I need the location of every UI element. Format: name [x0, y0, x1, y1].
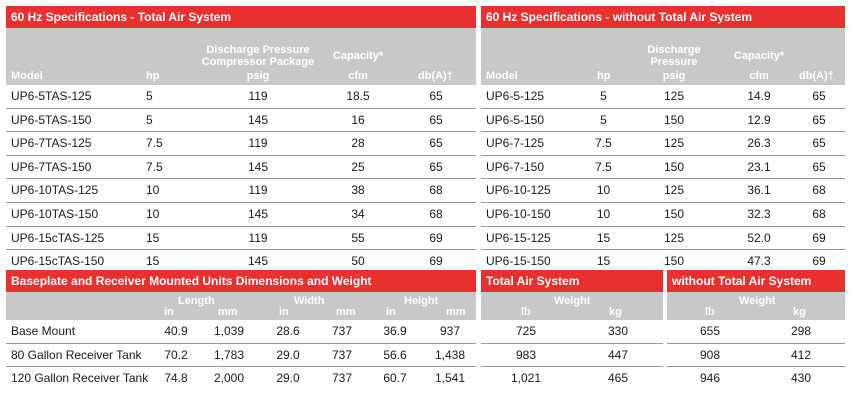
cell-psig: 119	[248, 136, 268, 151]
col-pressure-line1: Discharge Pressure	[206, 44, 310, 56]
cell-height-mm: 1,438	[434, 347, 466, 362]
cell-psig: 125	[663, 230, 685, 245]
col-lb: lb	[705, 306, 715, 318]
table-row	[6, 132, 476, 156]
col-width: Width	[294, 295, 325, 307]
cell-model: UP6-5-125	[486, 89, 545, 103]
cell-model: UP6-7TAS-125	[11, 136, 92, 151]
col-height-in: in	[386, 306, 396, 318]
cell-cfm: 47.3	[747, 254, 771, 269]
cell-label: 120 Gallon Receiver Tank	[11, 371, 149, 386]
cell-cfm: 52.0	[747, 230, 771, 245]
cell-hp: 10	[596, 183, 611, 198]
table-header	[6, 28, 476, 85]
cell-db: 65	[812, 112, 826, 127]
table-row	[667, 344, 845, 368]
col-hp: hp	[597, 70, 611, 82]
col-model: Model	[11, 70, 43, 82]
cell-width-mm: 737	[331, 347, 353, 362]
table-title: Baseplate and Receiver Mounted Units Dimensions and Weight	[6, 270, 476, 292]
table-row	[481, 85, 845, 109]
cell-model: UP6-10-125	[486, 183, 551, 198]
cell-psig: 145	[247, 206, 269, 221]
table-row	[667, 320, 845, 344]
cell-model: UP6-15-150	[486, 254, 551, 269]
cell-model: UP6-10-150	[486, 206, 551, 221]
col-pressure-unit: psig	[662, 70, 686, 82]
cell-width-mm: 737	[331, 324, 353, 338]
cell-hp: 15	[596, 254, 611, 269]
cell-db: 69	[429, 230, 443, 245]
spec-table-without-total-air	[481, 6, 845, 274]
cell-psig: 119	[248, 183, 268, 198]
cell-label: Base Mount	[11, 324, 76, 338]
table-row	[6, 203, 476, 227]
cell-db: 65	[429, 159, 443, 174]
col-length-mm: mm	[218, 306, 238, 318]
cell-cfm: 50	[351, 254, 365, 269]
cell-model: UP6-5TAS-125	[11, 89, 92, 103]
cell-hp: 10	[596, 206, 611, 221]
col-hp: hp	[146, 70, 160, 82]
cell-lb: 908	[699, 347, 721, 362]
cell-length-in: 74.8	[164, 371, 188, 386]
cell-model: UP6-7-150	[486, 159, 545, 174]
table-header	[481, 292, 663, 320]
cell-psig: 125	[663, 89, 685, 103]
table-title: without Total Air System	[667, 270, 845, 292]
cell-cfm: 25	[351, 159, 365, 174]
col-kg: kg	[793, 306, 806, 318]
cell-psig: 150	[663, 206, 685, 221]
cell-model: UP6-7-125	[486, 136, 545, 151]
col-height-mm: mm	[446, 306, 466, 318]
cell-hp: 5	[146, 89, 153, 103]
cell-hp: 7.5	[146, 159, 163, 174]
cell-lb: 655	[699, 324, 721, 338]
cell-psig: 150	[663, 112, 685, 127]
cell-width-in: 29.0	[276, 347, 300, 362]
cell-cfm: 36.1	[747, 183, 771, 198]
weight-table-without-total-air	[667, 270, 845, 391]
cell-psig: 145	[247, 159, 269, 174]
cell-width-mm: 737	[331, 371, 353, 386]
table-title: 60 Hz Specifications - Total Air System	[6, 6, 476, 28]
table-row	[481, 367, 663, 391]
cell-model: UP6-7TAS-150	[11, 159, 92, 174]
cell-db: 65	[812, 159, 826, 174]
col-db: db(A)†	[418, 70, 453, 82]
cell-db: 65	[812, 89, 826, 103]
table-row	[481, 132, 845, 156]
cell-kg: 447	[607, 347, 629, 362]
table-row	[481, 109, 845, 133]
cell-hp: 7.5	[146, 136, 163, 151]
cell-cfm: 18.5	[346, 89, 370, 103]
cell-height-in: 60.7	[383, 371, 407, 386]
table-row	[481, 156, 845, 180]
table-row	[667, 367, 845, 391]
cell-length-mm: 2,000	[213, 371, 245, 386]
cell-cfm: 12.9	[747, 112, 771, 127]
cell-kg: 330	[607, 324, 629, 338]
cell-height-in: 56.6	[383, 347, 407, 362]
cell-psig: 125	[663, 136, 685, 151]
cell-cfm: 32.3	[747, 206, 771, 221]
col-length-in: in	[164, 306, 174, 318]
table-title: 60 Hz Specifications - without Total Air System	[481, 6, 845, 28]
cell-psig: 145	[247, 254, 269, 269]
col-pressure-unit: psig	[246, 70, 270, 82]
cell-cfm: 34	[351, 206, 365, 221]
weight-table-total-air	[481, 270, 663, 391]
cell-psig: 145	[247, 112, 269, 127]
cell-model: UP6-15-125	[486, 230, 551, 245]
cell-cfm: 26.3	[747, 136, 771, 151]
cell-label: 80 Gallon Receiver Tank	[11, 347, 142, 362]
cell-lb: 725	[515, 324, 537, 338]
cell-model: UP6-15cTAS-150	[11, 254, 105, 269]
table-row	[6, 227, 476, 251]
cell-psig: 119	[248, 230, 268, 245]
table-body	[481, 85, 845, 274]
cell-db: 68	[812, 206, 826, 221]
table-body	[6, 320, 476, 391]
cell-lb: 983	[515, 347, 537, 362]
table-row	[481, 227, 845, 251]
table-row	[6, 367, 476, 391]
cell-cfm: 23.1	[747, 159, 771, 174]
table-row	[6, 344, 476, 368]
table-row	[481, 320, 663, 344]
col-db: db(A)†	[799, 70, 834, 82]
table-title: Total Air System	[481, 270, 663, 292]
cell-hp: 5	[600, 112, 607, 127]
cell-lb: 1,021	[510, 371, 542, 386]
cell-length-in: 70.2	[164, 347, 188, 362]
table-row	[481, 203, 845, 227]
table-row	[6, 85, 476, 109]
table-header	[481, 28, 845, 85]
cell-db: 65	[812, 136, 826, 151]
col-weight: Weight	[739, 295, 776, 307]
col-capacity-unit: cfm	[749, 70, 769, 82]
spec-table-total-air	[6, 6, 476, 274]
cell-db: 65	[429, 112, 443, 127]
col-weight: Weight	[554, 295, 591, 307]
cell-hp: 15	[146, 230, 160, 245]
col-model: Model	[486, 70, 518, 82]
cell-db: 65	[429, 89, 443, 103]
table-row	[481, 344, 663, 368]
cell-kg: 430	[790, 371, 812, 386]
cell-db: 68	[429, 206, 443, 221]
cell-hp: 10	[146, 183, 160, 198]
table-header	[6, 292, 476, 320]
cell-width-in: 29.0	[276, 371, 300, 386]
col-width-mm: mm	[336, 306, 356, 318]
table-row	[6, 179, 476, 203]
table-row	[481, 179, 845, 203]
col-capacity-unit: cfm	[348, 70, 368, 82]
col-lb: lb	[521, 306, 531, 318]
col-length: Length	[178, 295, 215, 307]
cell-model: UP6-10TAS-150	[11, 206, 99, 221]
cell-height-mm: 937	[439, 324, 461, 338]
table-row	[6, 109, 476, 133]
cell-db: 68	[429, 183, 443, 198]
cell-length-mm: 1,039	[213, 324, 245, 338]
dimensions-table	[6, 270, 476, 391]
cell-length-mm: 1,783	[213, 347, 245, 362]
cell-psig: 119	[248, 89, 268, 103]
cell-hp: 5	[600, 89, 607, 103]
table-body	[667, 320, 845, 391]
col-kg: kg	[609, 306, 622, 318]
cell-hp: 10	[146, 206, 160, 221]
cell-height-mm: 1,541	[434, 371, 466, 386]
cell-cfm: 55	[351, 230, 365, 245]
cell-psig: 150	[663, 159, 685, 174]
cell-height-in: 36.9	[383, 324, 407, 338]
cell-kg: 298	[790, 324, 812, 338]
cell-db: 65	[429, 136, 443, 151]
cell-kg: 465	[607, 371, 629, 386]
col-capacity: Capacity*	[733, 50, 785, 62]
cell-hp: 15	[146, 254, 160, 269]
cell-psig: 125	[663, 183, 685, 198]
table-body	[481, 320, 663, 391]
cell-hp: 7.5	[595, 136, 612, 151]
cell-lb: 946	[699, 371, 721, 386]
col-pressure-line2: Pressure	[650, 56, 698, 68]
cell-db: 69	[429, 254, 443, 269]
cell-cfm: 16	[351, 112, 365, 127]
table-body	[6, 85, 476, 274]
col-width-in: in	[279, 306, 289, 318]
col-pressure-line2: Compressor Package	[201, 56, 315, 68]
cell-cfm: 38	[351, 183, 365, 198]
cell-cfm: 14.9	[747, 89, 771, 103]
cell-hp: 5	[146, 112, 153, 127]
cell-psig: 150	[663, 254, 685, 269]
cell-model: UP6-15cTAS-125	[11, 230, 105, 245]
cell-hp: 15	[596, 230, 611, 245]
cell-db: 69	[812, 230, 826, 245]
cell-model: UP6-10TAS-125	[11, 183, 99, 198]
cell-hp: 7.5	[595, 159, 612, 174]
table-row	[6, 320, 476, 344]
cell-db: 68	[812, 183, 826, 198]
cell-width-in: 28.6	[276, 324, 300, 338]
cell-model: UP6-5-150	[486, 112, 545, 127]
cell-db: 69	[812, 254, 826, 269]
cell-length-in: 40.9	[164, 324, 188, 338]
cell-kg: 412	[790, 347, 812, 362]
table-row	[6, 156, 476, 180]
table-header	[667, 292, 845, 320]
cell-cfm: 28	[351, 136, 365, 151]
col-height: Height	[404, 295, 439, 307]
cell-model: UP6-5TAS-150	[11, 112, 92, 127]
col-pressure-line1: Discharge	[647, 44, 701, 56]
col-capacity: Capacity*	[332, 50, 384, 62]
